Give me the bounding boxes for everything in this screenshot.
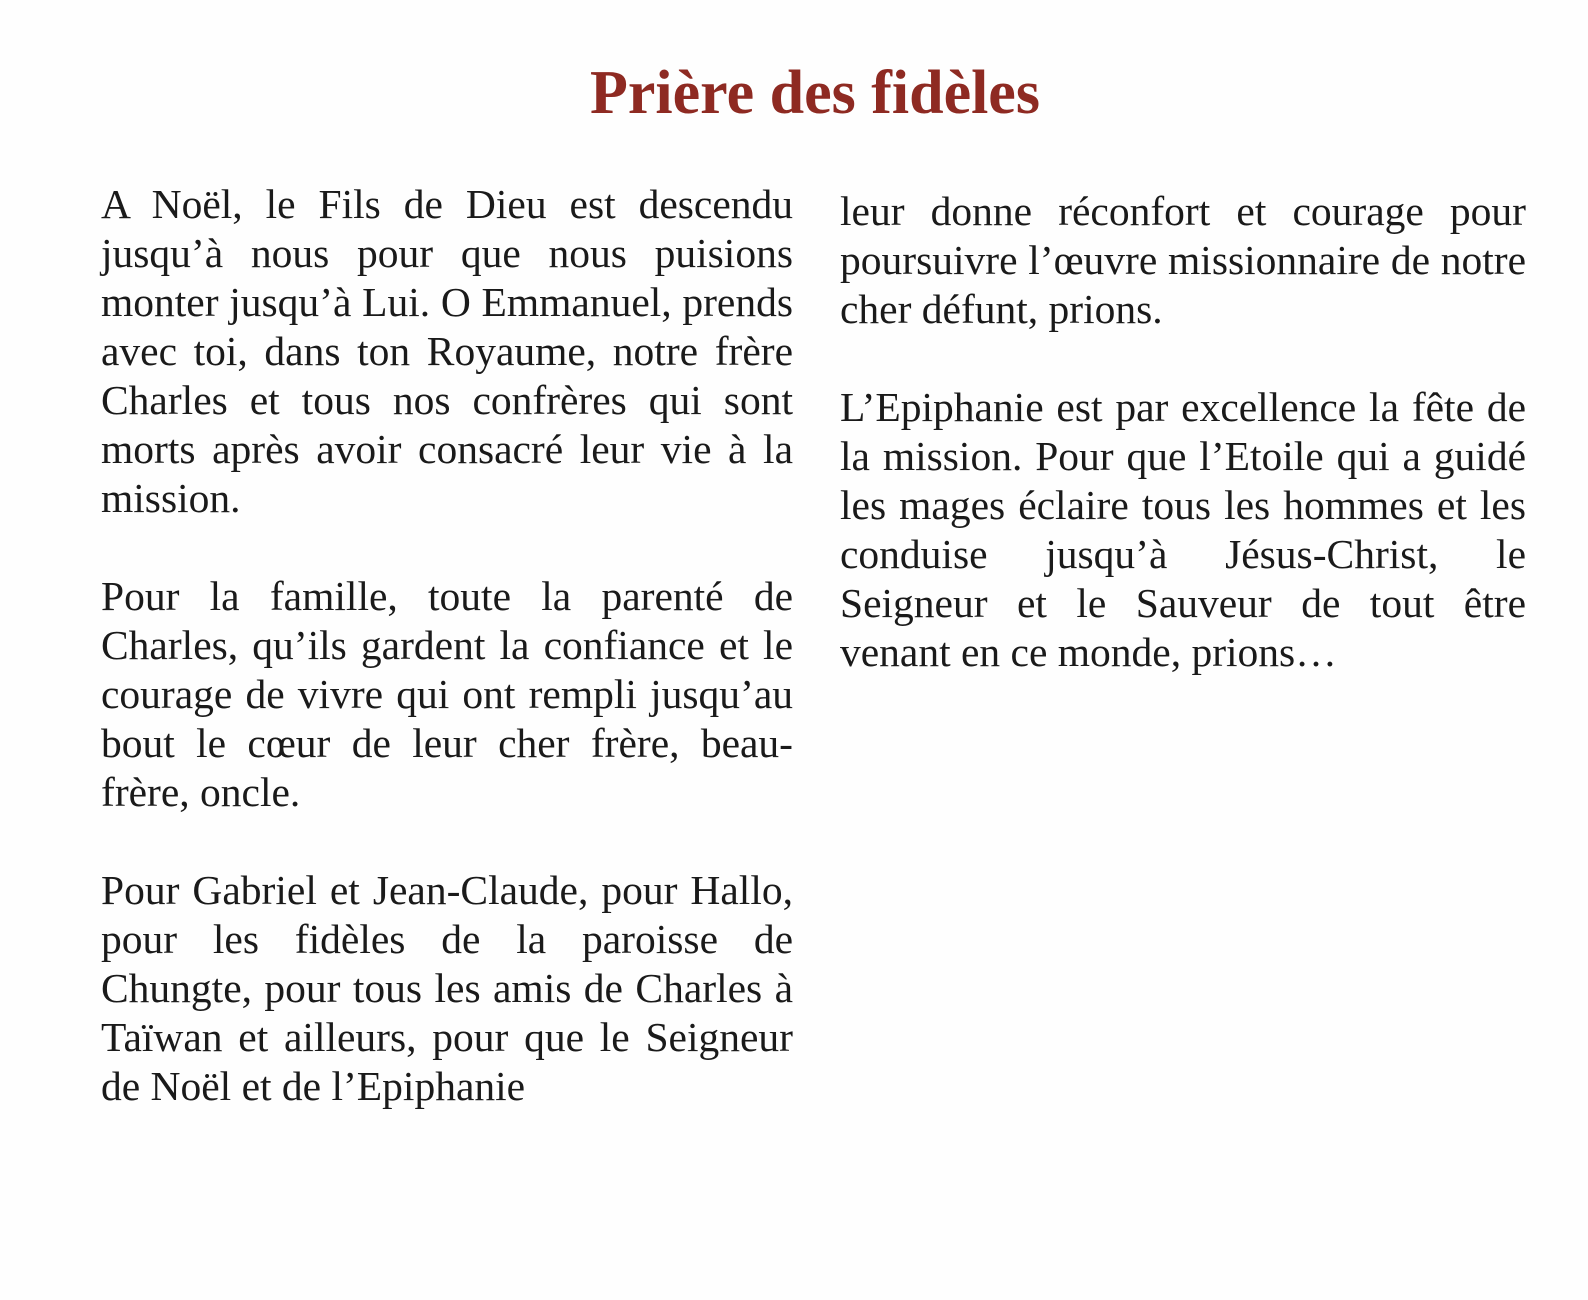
paragraph-friends-prayer: Pour Gabriel et Jean-Claude, pour Hallo, pour les fidèles de la paroisse de Chungte, pour tous les amis de Charles à Taïwan et ailleurs, pour que le Seigneur de Noël et de l’Epiphanie: [101, 867, 793, 1109]
paragraph-epiphany-prayer: L’Epiphanie est par excellence la fête de la mission. Pour que l’Etoile qui a guidé les mages éclaire tous les hommes et les conduise jusqu’à Jésus-Christ, le Seigneur et le Sauveur de tout être venant en ce monde, prions…: [840, 384, 1526, 675]
right-column: [840, 187, 1526, 726]
paragraph-noel-prayer: A Noël, le Fils de Dieu est descendu jusqu’à nous pour que nous puisions monter jusqu’à Lui. O Emmanuel, prends avec toi, dans ton Royaume, notre frère Charles et tous nos confrères qui sont morts après avoir consacré leur vie à la mission.: [101, 181, 793, 521]
page-title: Prière des fidèles: [590, 59, 1040, 127]
paragraph-friends-prayer-continued: leur donne réconfort et courage pour poursuivre l’œuvre missionnaire de notre cher défunt, prions.: [840, 188, 1526, 332]
left-column: [101, 180, 793, 1160]
paragraph-family-prayer: Pour la famille, toute la parenté de Charles, qu’ils gardent la confiance et le courage de vivre qui ont rempli jusqu’au bout le cœur de leur cher frère, beau-frère, oncle.: [101, 573, 793, 815]
